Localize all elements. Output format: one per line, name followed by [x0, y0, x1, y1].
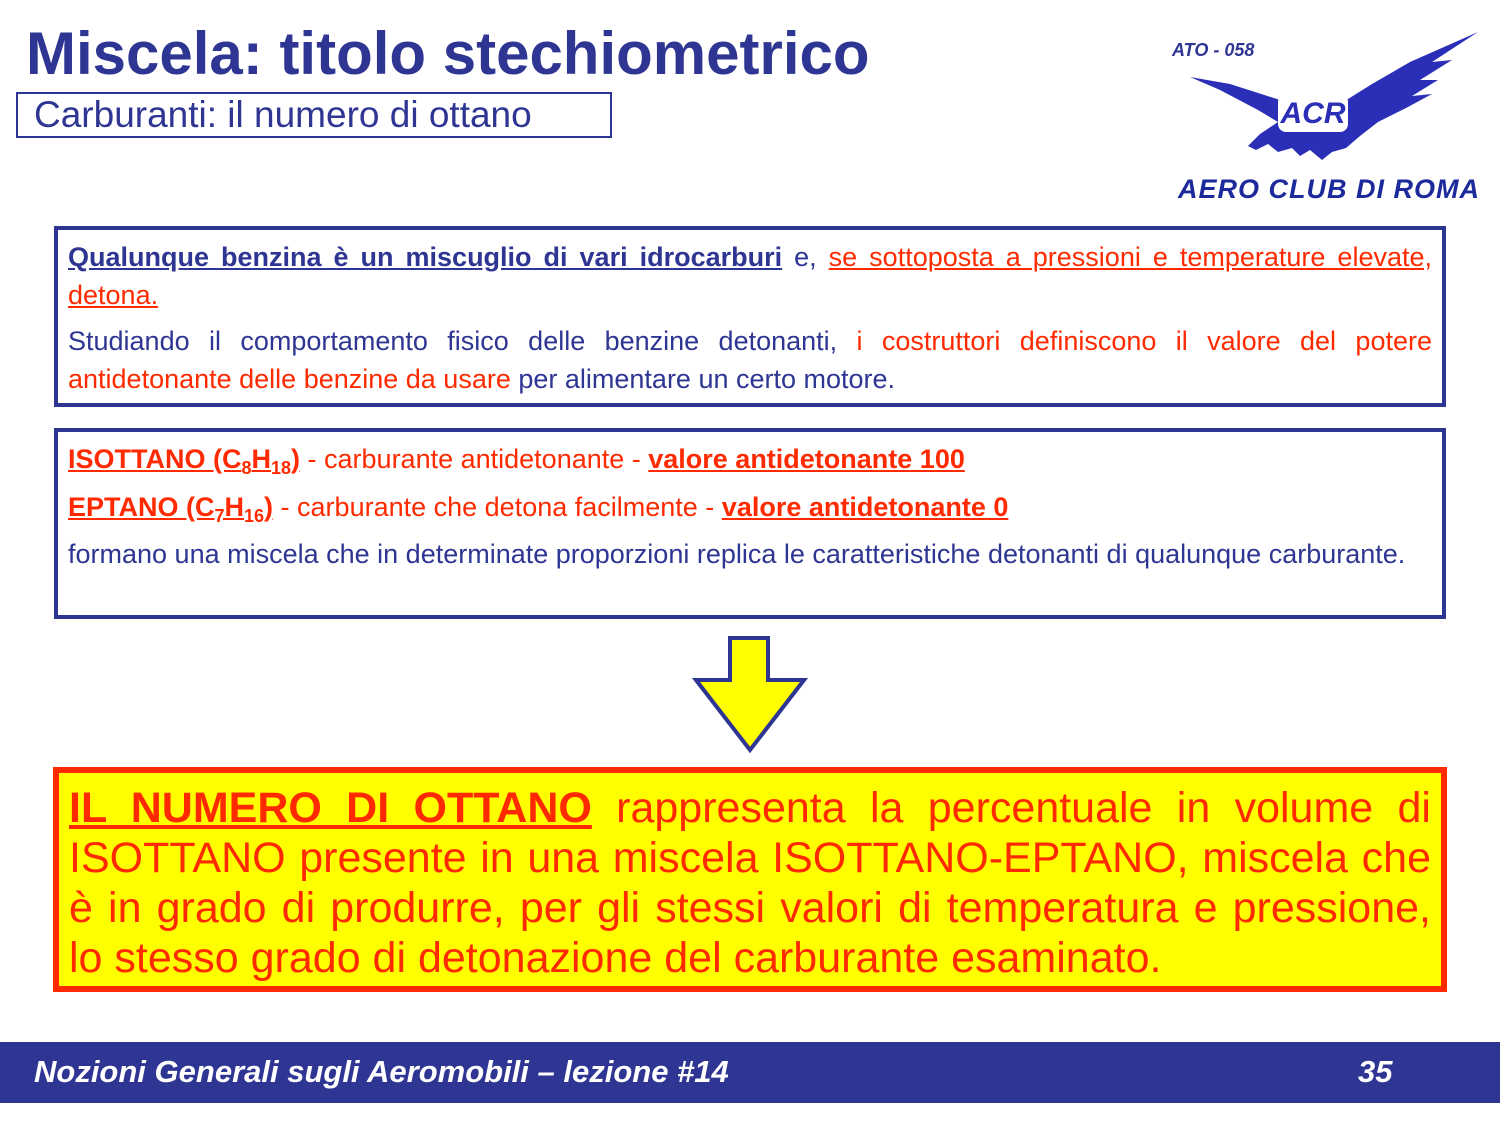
isottano-desc: - carburante antidetonante - — [300, 444, 649, 474]
page-number: 35 — [1358, 1054, 1393, 1089]
eptano-value: valore antidetonante 0 — [721, 492, 1009, 522]
slide-title: Miscela: titolo stechiometrico — [26, 20, 870, 87]
detonation-statement: se sottoposta a pressioni e temperature elevate, detona. — [68, 242, 1432, 310]
course-title: Nozioni Generali sugli Aeromobili – lezione #14 — [34, 1054, 729, 1089]
study-text: Studiando il comportamento fisico delle benzine detonanti, — [68, 326, 857, 356]
manufacturer-text: i costruttori definiscono il valore del potere antidetonante delle benzine da usare — [68, 326, 1432, 394]
intro-paragraph-2 — [68, 322, 1432, 398]
eptano-line — [68, 488, 1432, 526]
isottano-formula: ISOTTANO $(C_8H_{18})$ — [68, 444, 301, 478]
intro-box — [54, 226, 1446, 407]
intro-paragraph-1 — [68, 238, 1432, 314]
footer-bar — [0, 1042, 1500, 1103]
monogram: ACR — [1280, 97, 1346, 130]
connector-text: e, — [782, 242, 829, 272]
engine-text: per alimentare un certo motore. — [510, 364, 896, 394]
mixture-conclusion: formano una miscela che in determinate proporzioni replica le caratteristiche detonanti di qualunque carburante. — [68, 539, 1406, 569]
octane-term: IL NUMERO DI OTTANO — [69, 784, 592, 832]
slide-subtitle: Carburanti: il numero di ottano — [16, 92, 612, 138]
eptano-desc: - carburante che detona facilmente - — [273, 492, 722, 522]
aero-club-logo — [1160, 22, 1485, 212]
isottano-value: valore antidetonante 100 — [648, 444, 965, 474]
octane-definition-box — [53, 767, 1447, 992]
isottano-line — [68, 440, 1432, 478]
club-name: AERO CLUB DI ROMA — [1178, 174, 1480, 204]
octane-definition-text: rappresenta la percentuale in volume di ISOTTANO presente in una miscela ISOTTANO-EPTANO, miscela che è in grado di produrre, per gli stessi valori di temperatura e pressione, lo stesso grado di detonazione del carburante esaminato. — [69, 784, 1431, 982]
down-arrow-icon — [692, 636, 808, 754]
ato-code: ATO - 058 — [1172, 40, 1255, 60]
fuels-box — [54, 428, 1446, 619]
benzina-statement: Qualunque benzina è un miscuglio di vari idrocarburi — [68, 242, 783, 272]
eptano-formula: EPTANO $(C_7H_{16})$ — [68, 492, 274, 526]
